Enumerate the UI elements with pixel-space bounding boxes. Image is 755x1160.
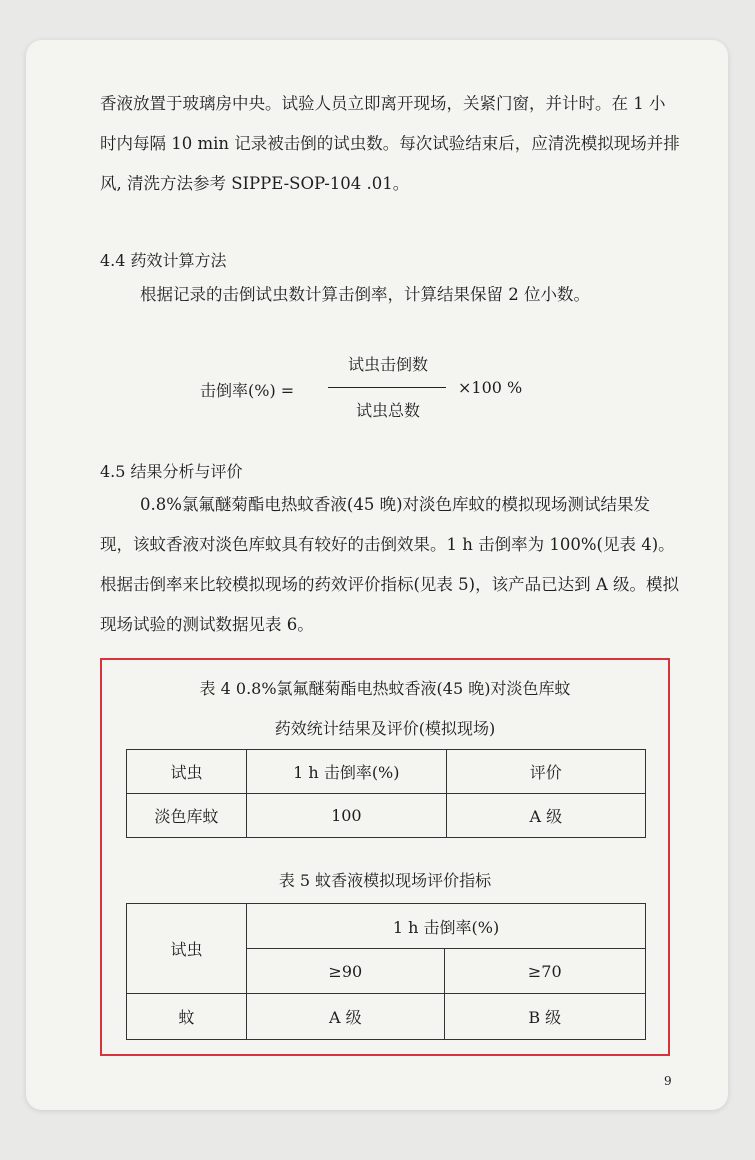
formula-label: 击倒率(%) = bbox=[200, 381, 295, 400]
paragraph-calculation: 根据记录的击倒试虫数计算击倒率，计算结果保留 2 位小数。 bbox=[140, 285, 590, 304]
formula-multiplier: ×100 % bbox=[458, 378, 523, 397]
table-header-cell: 试虫 bbox=[127, 904, 247, 994]
table5-caption: 表 5 蚊香液模拟现场评价指标 bbox=[278, 871, 492, 890]
formula-denominator: 试虫总数 bbox=[355, 401, 420, 420]
paragraph-procedure: 香液放置于玻璃房中央。试验人员立即离开现场，关紧门窗，并计时。在 1 小时内每隔 10 min 记录被击倒的试虫数。每次试验结束后，应清洗模拟现场并排风, 清洗方法参考 SIPPE-SOP-104 .01。 bbox=[100, 94, 680, 193]
table-cell: 淡色库蚊 bbox=[127, 794, 247, 838]
table4-caption-line1: 表 4 0.8%氯氟醚菊酯电热蚊香液(45 晚)对淡色库蚊 bbox=[199, 679, 571, 698]
table5 bbox=[126, 903, 646, 1040]
table-cell: B 级 bbox=[444, 994, 645, 1040]
section-heading-4-5: 4.5 结果分析与评价 bbox=[100, 462, 243, 481]
formula-numerator: 试虫击倒数 bbox=[347, 355, 428, 374]
fraction-bar bbox=[328, 387, 446, 388]
table-cell: 蚊 bbox=[127, 994, 247, 1040]
section-heading-4-4: 4.4 药效计算方法 bbox=[100, 251, 227, 270]
table-row bbox=[127, 994, 646, 1040]
table-cell: A 级 bbox=[247, 994, 444, 1040]
paragraph-results: 0.8%氯氟醚菊酯电热蚊香液(45 晚)对淡色库蚊的模拟现场测试结果发现，该蚊香液对淡色库蚊具有较好的击倒效果。1 h 击倒率为 100%(见表 4)。根据击倒率来比较模拟现场的药效评价指标(见表 5)，该产品已达到 A 级。模拟现场试验的测试数据见表 6。 bbox=[100, 495, 680, 634]
table-header-row bbox=[127, 904, 646, 949]
knockdown-rate-formula bbox=[200, 352, 540, 432]
table-header-cell: 试虫 bbox=[127, 750, 247, 794]
table-header-cell: 评价 bbox=[446, 750, 645, 794]
table-cell: 100 bbox=[247, 794, 447, 838]
table-header-cell: 1 h 击倒率(%) bbox=[247, 904, 646, 949]
threshold-cell: ≥90 bbox=[247, 949, 444, 994]
table-header-row bbox=[127, 750, 646, 794]
page-number: 9 bbox=[664, 1074, 672, 1088]
table4 bbox=[126, 749, 646, 838]
table4-caption-line2: 药效统计结果及评价(模拟现场) bbox=[274, 719, 496, 738]
table-header-cell: 1 h 击倒率(%) bbox=[247, 750, 447, 794]
threshold-cell: ≥70 bbox=[444, 949, 645, 994]
table-row bbox=[127, 794, 646, 838]
table-cell: A 级 bbox=[446, 794, 645, 838]
